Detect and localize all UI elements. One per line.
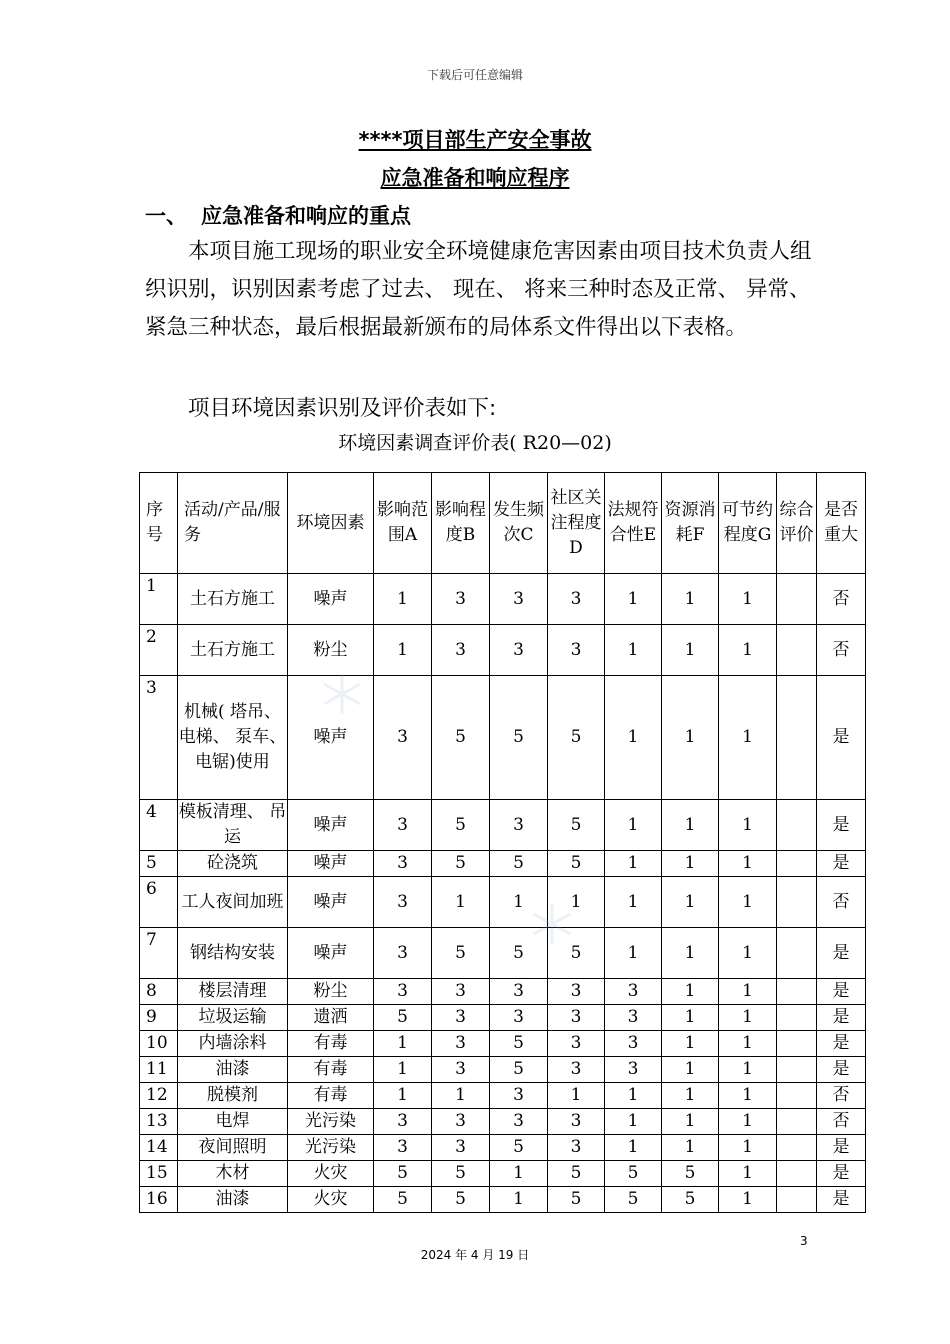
cell-c: 1 [490,1187,548,1213]
cell-f: 1 [662,979,719,1005]
document-subtitle: 应急准备和响应程序 [380,166,570,190]
cell-a: 5 [374,1005,432,1031]
cell-f: 1 [662,625,719,676]
cell-seq: 6 [140,877,178,928]
header-total: 综合评价 [777,473,817,574]
cell-f: 1 [662,1135,719,1161]
table-row [140,1161,866,1187]
cell-a: 3 [374,877,432,928]
cell-f: 1 [662,851,719,877]
cell-factor: 噪声 [288,851,374,877]
watermark-snowflake-icon [530,902,574,946]
cell-seq: 4 [140,800,178,851]
cell-major: 是 [817,851,866,877]
cell-b: 5 [432,851,490,877]
cell-b: 5 [432,676,490,800]
header-d: 社区关注程度D [548,473,605,574]
cell-a: 3 [374,676,432,800]
cell-b: 5 [432,1161,490,1187]
cell-d: 5 [548,928,605,979]
page-header-note: 下载后可任意编辑 [426,68,523,82]
cell-a: 3 [374,800,432,851]
cell-g: 1 [719,1135,777,1161]
table-row [140,574,866,625]
cell-a: 1 [374,1057,432,1083]
cell-f: 1 [662,676,719,800]
cell-b: 3 [432,979,490,1005]
cell-e: 1 [605,928,662,979]
section-number: 一、 [145,204,187,228]
cell-d: 3 [548,1031,605,1057]
cell-d: 3 [548,979,605,1005]
cell-seq: 13 [140,1109,178,1135]
cell-major: 是 [817,1187,866,1213]
cell-factor: 有毒 [288,1057,374,1083]
cell-activity: 油漆 [178,1187,288,1213]
cell-b: 5 [432,800,490,851]
cell-e: 3 [605,1005,662,1031]
cell-d: 3 [548,1135,605,1161]
cell-f: 1 [662,1057,719,1083]
cell-f: 1 [662,877,719,928]
cell-g: 1 [719,877,777,928]
cell-d: 3 [548,1109,605,1135]
cell-seq: 16 [140,1187,178,1213]
document-title: ****项目部生产安全事故 [358,128,592,152]
cell-e: 5 [605,1161,662,1187]
cell-factor: 噪声 [288,800,374,851]
table-body [140,574,866,1213]
cell-c: 3 [490,625,548,676]
cell-c: 5 [490,928,548,979]
cell-activity: 夜间照明 [178,1135,288,1161]
cell-d: 5 [548,1161,605,1187]
cell-b: 5 [432,928,490,979]
cell-major: 是 [817,1135,866,1161]
table-row [140,928,866,979]
table-row [140,1083,866,1109]
cell-b: 5 [432,1187,490,1213]
watermark-snowflake-icon [320,672,364,716]
cell-activity: 垃圾运输 [178,1005,288,1031]
table-row [140,676,866,800]
cell-d: 3 [548,574,605,625]
cell-a: 3 [374,851,432,877]
cell-total [777,1161,817,1187]
cell-f: 1 [662,928,719,979]
table-row [140,800,866,851]
cell-g: 1 [719,800,777,851]
page-number: 3 [800,1234,808,1248]
cell-major: 是 [817,1005,866,1031]
cell-g: 1 [719,1057,777,1083]
cell-total [777,1031,817,1057]
table-row [140,1109,866,1135]
cell-major: 是 [817,1057,866,1083]
section-heading-text: 应急准备和响应的重点 [201,204,411,228]
cell-major: 是 [817,1161,866,1187]
cell-b: 3 [432,625,490,676]
cell-d: 3 [548,1005,605,1031]
cell-seq: 8 [140,979,178,1005]
cell-c: 5 [490,1031,548,1057]
cell-e: 1 [605,877,662,928]
cell-f: 1 [662,574,719,625]
cell-total [777,877,817,928]
cell-factor: 噪声 [288,877,374,928]
cell-c: 3 [490,800,548,851]
cell-a: 1 [374,1083,432,1109]
cell-f: 1 [662,1083,719,1109]
cell-activity: 工人夜间加班 [178,877,288,928]
cell-e: 1 [605,676,662,800]
table-row [140,1005,866,1031]
cell-factor: 噪声 [288,676,374,800]
cell-seq: 11 [140,1057,178,1083]
cell-activity: 楼层清理 [178,979,288,1005]
cell-e: 5 [605,1187,662,1213]
cell-b: 3 [432,1135,490,1161]
header-g: 可节约程度G [719,473,777,574]
header-c: 发生频次C [490,473,548,574]
cell-e: 1 [605,1083,662,1109]
cell-factor: 噪声 [288,574,374,625]
cell-g: 1 [719,574,777,625]
header-major: 是否重大 [817,473,866,574]
cell-d: 5 [548,676,605,800]
cell-major: 否 [817,574,866,625]
cell-activity: 木材 [178,1161,288,1187]
cell-f: 1 [662,1109,719,1135]
table-row [140,625,866,676]
cell-c: 1 [490,877,548,928]
header-activity: 活动/产品/服务 [178,473,288,574]
cell-b: 3 [432,574,490,625]
cell-major: 否 [817,1083,866,1109]
cell-d: 1 [548,1083,605,1109]
table-row [140,851,866,877]
cell-seq: 12 [140,1083,178,1109]
cell-f: 5 [662,1187,719,1213]
cell-total [777,800,817,851]
cell-b: 3 [432,1109,490,1135]
cell-d: 5 [548,800,605,851]
table-row [140,1187,866,1213]
header-f: 资源消耗F [662,473,719,574]
footer-date: 2024 年 4 月 19 日 [420,1248,530,1262]
cell-factor: 有毒 [288,1031,374,1057]
cell-total [777,574,817,625]
header-b: 影响程度B [432,473,490,574]
cell-c: 1 [490,1161,548,1187]
cell-total [777,676,817,800]
cell-b: 3 [432,1057,490,1083]
table-row [140,1031,866,1057]
cell-seq: 3 [140,676,178,800]
cell-major: 是 [817,1031,866,1057]
cell-c: 3 [490,574,548,625]
cell-a: 5 [374,1161,432,1187]
cell-factor: 噪声 [288,928,374,979]
cell-f: 1 [662,800,719,851]
cell-seq: 15 [140,1161,178,1187]
cell-b: 1 [432,877,490,928]
cell-a: 1 [374,1031,432,1057]
cell-e: 3 [605,1057,662,1083]
cell-c: 3 [490,1083,548,1109]
intro-paragraph: 本项目施工现场的职业安全环境健康危害因素由项目技术负责人组织识别，识别因素考虑了过去、 现在、 将来三种时态及正常、 异常、 紧急三种状态，最后根据最新颁布的局体系文件得出以下表格。 [145,239,812,340]
cell-g: 1 [719,1031,777,1057]
cell-major: 否 [817,877,866,928]
environmental-factor-table [139,472,866,1213]
cell-c: 3 [490,1109,548,1135]
cell-a: 1 [374,625,432,676]
cell-major: 否 [817,1109,866,1135]
section-heading [145,200,411,230]
cell-total [777,1005,817,1031]
cell-total [777,625,817,676]
cell-a: 5 [374,1187,432,1213]
cell-total [777,1057,817,1083]
cell-major: 是 [817,979,866,1005]
cell-f: 1 [662,1005,719,1031]
cell-seq: 2 [140,625,178,676]
cell-seq: 1 [140,574,178,625]
cell-factor: 有毒 [288,1083,374,1109]
cell-g: 1 [719,851,777,877]
cell-activity: 油漆 [178,1057,288,1083]
cell-factor: 粉尘 [288,625,374,676]
header-a: 影响范围A [374,473,432,574]
cell-major: 是 [817,928,866,979]
cell-e: 1 [605,851,662,877]
cell-d: 3 [548,625,605,676]
cell-factor: 火灾 [288,1187,374,1213]
table-row [140,979,866,1005]
header-factor: 环境因素 [288,473,374,574]
cell-g: 1 [719,1187,777,1213]
cell-total [777,928,817,979]
cell-factor: 光污染 [288,1135,374,1161]
table-row [140,877,866,928]
cell-major: 否 [817,625,866,676]
cell-a: 3 [374,1135,432,1161]
table-intro-paragraph: 项目环境因素识别及评价表如下: [188,396,497,421]
cell-factor: 遗洒 [288,1005,374,1031]
cell-a: 3 [374,928,432,979]
cell-g: 1 [719,1083,777,1109]
cell-g: 1 [719,928,777,979]
cell-activity: 土石方施工 [178,625,288,676]
cell-f: 5 [662,1161,719,1187]
cell-total [777,1187,817,1213]
cell-g: 1 [719,1005,777,1031]
cell-f: 1 [662,1031,719,1057]
cell-seq: 9 [140,1005,178,1031]
cell-c: 5 [490,851,548,877]
cell-a: 3 [374,979,432,1005]
cell-c: 5 [490,676,548,800]
cell-total [777,1083,817,1109]
cell-seq: 7 [140,928,178,979]
cell-activity: 脱模剂 [178,1083,288,1109]
cell-a: 3 [374,1109,432,1135]
cell-d: 3 [548,1057,605,1083]
cell-g: 1 [719,676,777,800]
cell-major: 是 [817,676,866,800]
table-row [140,1057,866,1083]
cell-factor: 粉尘 [288,979,374,1005]
table-header-row [140,473,866,574]
cell-c: 5 [490,1135,548,1161]
cell-c: 3 [490,1005,548,1031]
cell-e: 1 [605,1135,662,1161]
header-seq: 序号 [140,473,178,574]
cell-e: 1 [605,1109,662,1135]
cell-seq: 14 [140,1135,178,1161]
cell-g: 1 [719,625,777,676]
cell-e: 1 [605,625,662,676]
cell-d: 5 [548,1187,605,1213]
cell-factor: 光污染 [288,1109,374,1135]
cell-activity: 土石方施工 [178,574,288,625]
cell-activity: 内墙涂料 [178,1031,288,1057]
cell-e: 3 [605,1031,662,1057]
cell-activity: 砼浇筑 [178,851,288,877]
table-caption: 环境因素调查评价表( R20—02) [338,432,612,454]
header-e: 法规符合性E [605,473,662,574]
cell-total [777,1135,817,1161]
cell-seq: 5 [140,851,178,877]
cell-g: 1 [719,1109,777,1135]
cell-seq: 10 [140,1031,178,1057]
cell-activity: 机械( 塔吊、 电梯、 泵车、 电锯)使用 [178,676,288,800]
cell-b: 3 [432,1005,490,1031]
cell-factor: 火灾 [288,1161,374,1187]
cell-a: 1 [374,574,432,625]
cell-b: 3 [432,1031,490,1057]
cell-total [777,851,817,877]
cell-g: 1 [719,1161,777,1187]
cell-total [777,979,817,1005]
cell-e: 3 [605,979,662,1005]
cell-activity: 钢结构安装 [178,928,288,979]
cell-c: 3 [490,979,548,1005]
cell-g: 1 [719,979,777,1005]
cell-activity: 模板清理、 吊运 [178,800,288,851]
cell-c: 5 [490,1057,548,1083]
cell-d: 5 [548,851,605,877]
cell-d: 1 [548,877,605,928]
cell-activity: 电焊 [178,1109,288,1135]
cell-major: 是 [817,800,866,851]
table-row [140,1135,866,1161]
cell-e: 1 [605,800,662,851]
cell-total [777,1109,817,1135]
cell-e: 1 [605,574,662,625]
cell-b: 1 [432,1083,490,1109]
